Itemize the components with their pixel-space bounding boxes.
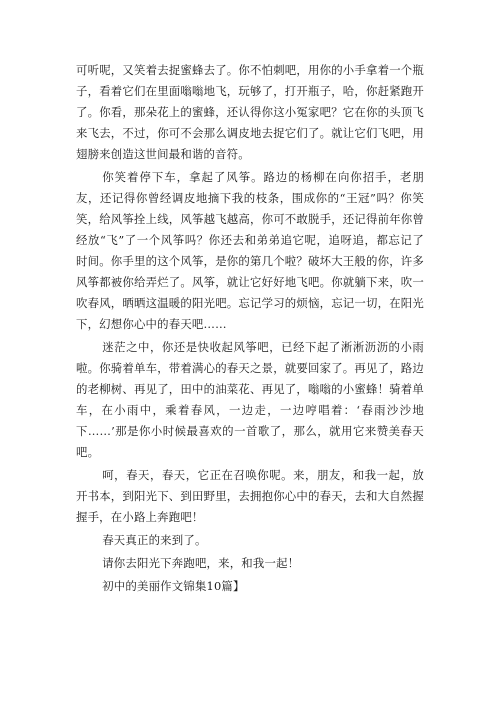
- document-body: [76, 60, 424, 597]
- paragraph-1: 可听呢，又笑着去捉蜜蜂去了。你不怕刺吧，用你的小手拿着一个瓶子，看着它们在里面嗡嗡地飞，玩够了，打开瓶子，哈，你赶紧跑开了。你看，那朵花上的蜜蜂，还认得你这小冤家吧？它在你的头顶飞来飞去，不过，你可不会那么调皮地去捉它们了。就让它们飞吧，用翅膀来创造这世间最和谐的音符。: [76, 63, 424, 161]
- paragraph-5: 春天真正的来到了。: [102, 533, 207, 547]
- paragraph-3: 迷茫之中，你还是快收起风筝吧，已经下起了淅淅沥沥的小雨啦。你骑着单车，带着满心的春天之景，就要回家了。再见了，路边的老柳树、再见了，田中的油菜花、再见了，嗡嗡的小蜜蜂！骑着单车，在小雨中，乘着春风，一边走，一边哼唱着：‘春雨沙沙地下……’那是你小时候最喜欢的一首歌了，那么，就用它来赞美春天吧。: [76, 340, 424, 459]
- paragraph-6: 请你去阳光下奔跑吧，来，和我一起！: [102, 556, 300, 570]
- paragraph-2: 你笑着停下车，拿起了风筝。路边的杨柳在向你招手，老朋友，还记得你曾经调皮地摘下我的枝条，围成你的“王冠”吗？你笑笑，给风筝拴上线，风筝越飞越高，你可不敢脱手，还记得前年你曾经放“飞”了一个风筝吗？你还去和弟弟追它呢，追呀追，都忘记了时间。你手里的这个风筝，是你的第几个啦？破坏大王般的你，许多风筝都被你给弄烂了。风筝，就让它好好地飞吧。你就躺下来，吹一吹春风，晒晒这温暖的阳光吧。忘记学习的烦恼，忘记一切，在阳光下，幻想你心中的春天吧……: [76, 170, 424, 331]
- section-heading: 初中的美丽作文锦集10篇】: [102, 579, 245, 593]
- paragraph-4: 呵，春天，春天，它正在召唤你呢。来，朋友，和我一起，放开书本，到阳光下、到田野里，去拥抱你心中的春天，去和大自然握握手，在小路上奔跑吧！: [76, 468, 424, 524]
